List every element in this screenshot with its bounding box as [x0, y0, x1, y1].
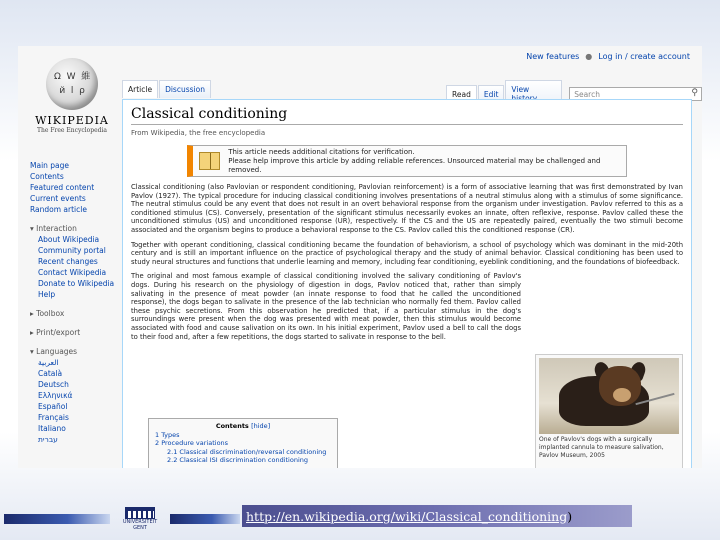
login-link[interactable]: Log in / create account [598, 52, 690, 61]
sidebar-item-community[interactable]: Community portal [38, 246, 106, 255]
wikipedia-logo[interactable] [32, 58, 112, 134]
expand-arrow-icon: ▸ [30, 309, 34, 318]
footer-stripe [4, 514, 110, 524]
sidebar-item-recent-changes[interactable]: Recent changes [38, 257, 98, 266]
paragraph-3: The original and most famous example of classical conditioning involved the salivary conditioning of Pavlov's dogs. During his research on the physiology of digestion in dogs, Pavlov noticed that, rather than simply salivating in the presence of meat powder (an innate response to food that he called the unconditioned response), the dogs began to salivate in the presence of the lab technician who normally fed them. Pavlov called these psychic secretions. From this observation he predicted that, if a particular stimulus in the dog's surroundings were present when the dog was presented with meat powder, then this stimulus would become associated with food and cause salivation on its own. In his initial experiment, Pavlov used a bell to call the dogs to their food and, after a few repetitions, the dogs started to salivate in response to the bell. [131, 272, 521, 341]
new-features-link[interactable]: New features [526, 52, 580, 61]
language-link[interactable]: Français [38, 413, 69, 422]
article-image-thumb[interactable] [535, 354, 683, 468]
paragraph-2: Together with operant conditioning, classical conditioning became the foundation of behaviorism, a school of psychology which was dominant in the mid-20th century and is still an important influence on the practice of psychological therapy and the study of animal behavior. Classical conditioning has been used to study neural structures and functions that underlie learning and memory, including fear conditioning, eyeblink conditioning, and the foundations of biofeedback. [131, 240, 683, 266]
language-link[interactable]: עברית [38, 435, 58, 444]
tab-view-history[interactable]: View [505, 80, 562, 107]
university-building-icon [125, 507, 155, 519]
sidebar-item-random[interactable]: Random article [30, 205, 87, 214]
section-heading: Toolbox [36, 309, 65, 318]
pavlov-dog-photo[interactable] [539, 358, 679, 434]
language-link[interactable]: العربية [38, 358, 59, 367]
sidebar-section-languages[interactable] [30, 346, 120, 357]
tab-article[interactable]: Article [122, 80, 158, 98]
article-content [122, 99, 692, 468]
footer-stripe [170, 514, 240, 524]
toc-item[interactable]: 2.1 Classical discrimination/reversal conditioning [167, 447, 327, 456]
language-link[interactable]: Español [38, 402, 68, 411]
sidebar [30, 160, 120, 445]
notice-text [228, 148, 620, 175]
page-title: Classical conditioning [131, 106, 683, 125]
language-link[interactable]: Ελληνικά [38, 391, 73, 400]
intro-paragraph: Classical conditioning (also Pavlovian or respondent conditioning, Pavlovian reinforcement) is a form of associative learning that was first demonstrated by Ivan Pavlov (1927). The typical procedure for inducing classical conditioning involves presentations of a neutral stimulus along with a stimulus of some significance. The neutral stimulus could be any event that does not result in an overt behavioral response from the organism under investigation. Pavlov referred to this as a conditioned stimulus (CS). Conversely, presentation of the significant stimulus necessarily evokes an innate, often reflexive, response. Pavlov called these the unconditioned stimulus (US) and unconditioned response (UR), respectively. If the CS and the US are repeatedly paired, eventually the two stimuli become associated and the organism begins to produce a behavioral response to the CS. Pavlov called this the conditioned response (CR). [131, 183, 683, 234]
personal-tools [526, 52, 690, 61]
ugent-logo [116, 507, 164, 531]
toc-title [155, 422, 331, 431]
sidebar-section-print[interactable] [30, 327, 120, 338]
sidebar-item-about[interactable]: About Wikipedia [38, 235, 100, 244]
section-heading: Languages [36, 347, 78, 356]
closing-paren: ) [567, 508, 573, 524]
university-footer-logo [4, 506, 240, 532]
language-link[interactable]: Català [38, 369, 63, 378]
toc-hide-link[interactable]: [hide] [251, 422, 271, 430]
sidebar-item-current-events[interactable]: Current events [30, 194, 86, 203]
sidebar-item-contents[interactable]: Contents [30, 172, 64, 181]
tab-edit[interactable]: Edit [478, 85, 505, 103]
section-heading: Interaction [36, 224, 77, 233]
source-url-banner [242, 505, 632, 527]
toc-item[interactable]: 1 Types [155, 430, 180, 439]
notice-line-2: Please help improve this article by adding reliable references. Unsourced material may be challenged and removed. [228, 156, 601, 174]
section-heading: Print/export [36, 328, 81, 337]
notice-line-1: This article needs additional citations for verification. [228, 147, 415, 156]
image-caption: One of Pavlov's dogs with a surgically implanted cannula to measure salivation, Pavlov Museum, 2005 [539, 436, 664, 459]
toc-item[interactable]: 2.2 Classical ISI discrimination conditioning [167, 456, 308, 464]
sidebar-section-toolbox[interactable] [30, 308, 120, 319]
language-link[interactable]: Deutsch [38, 380, 69, 389]
sidebar-item-help[interactable]: Help [38, 290, 56, 299]
wordmark: WIKIPEDIA [35, 114, 109, 127]
tagline: The Free Encyclopedia [37, 127, 107, 134]
collapse-arrow-icon: ▾ [30, 224, 34, 233]
language-link[interactable]: Italiano [38, 424, 66, 433]
sidebar-item-main-page[interactable]: Main page [30, 161, 70, 170]
collapse-arrow-icon: ▾ [30, 347, 34, 356]
book-icon [199, 152, 220, 170]
toc-title-text: Contents [215, 422, 249, 430]
citation-notice [187, 145, 627, 177]
search-icon[interactable]: ⚲ [691, 87, 698, 98]
source-url-link[interactable]: http://en.wikipedia.org/wiki/Classical_conditioning [246, 508, 568, 524]
toc-item[interactable]: 2 Procedure variations [155, 439, 229, 447]
sidebar-item-contact[interactable]: Contact Wikipedia [38, 268, 107, 277]
sidebar-section-interaction[interactable] [30, 223, 120, 234]
search-placeholder: Search [574, 89, 600, 99]
namespace-tabs [122, 80, 212, 98]
puzzle-globe-icon [46, 58, 98, 110]
user-icon: ● [585, 52, 593, 61]
tab-read[interactable]: Read [446, 85, 477, 103]
university-name: UNIVERSITEIT GENT [122, 519, 158, 531]
site-subtitle: From Wikipedia, the free encyclopedia [131, 129, 266, 137]
sidebar-item-featured[interactable]: Featured content [30, 183, 95, 192]
sidebar-item-donate[interactable]: Donate to Wikipedia [38, 279, 115, 288]
dog-muzzle-shape [613, 388, 631, 402]
expand-arrow-icon: ▸ [30, 328, 34, 337]
tab-discussion[interactable]: Discussion [159, 80, 211, 98]
browser-screenshot [18, 46, 702, 468]
table-of-contents [148, 418, 338, 468]
